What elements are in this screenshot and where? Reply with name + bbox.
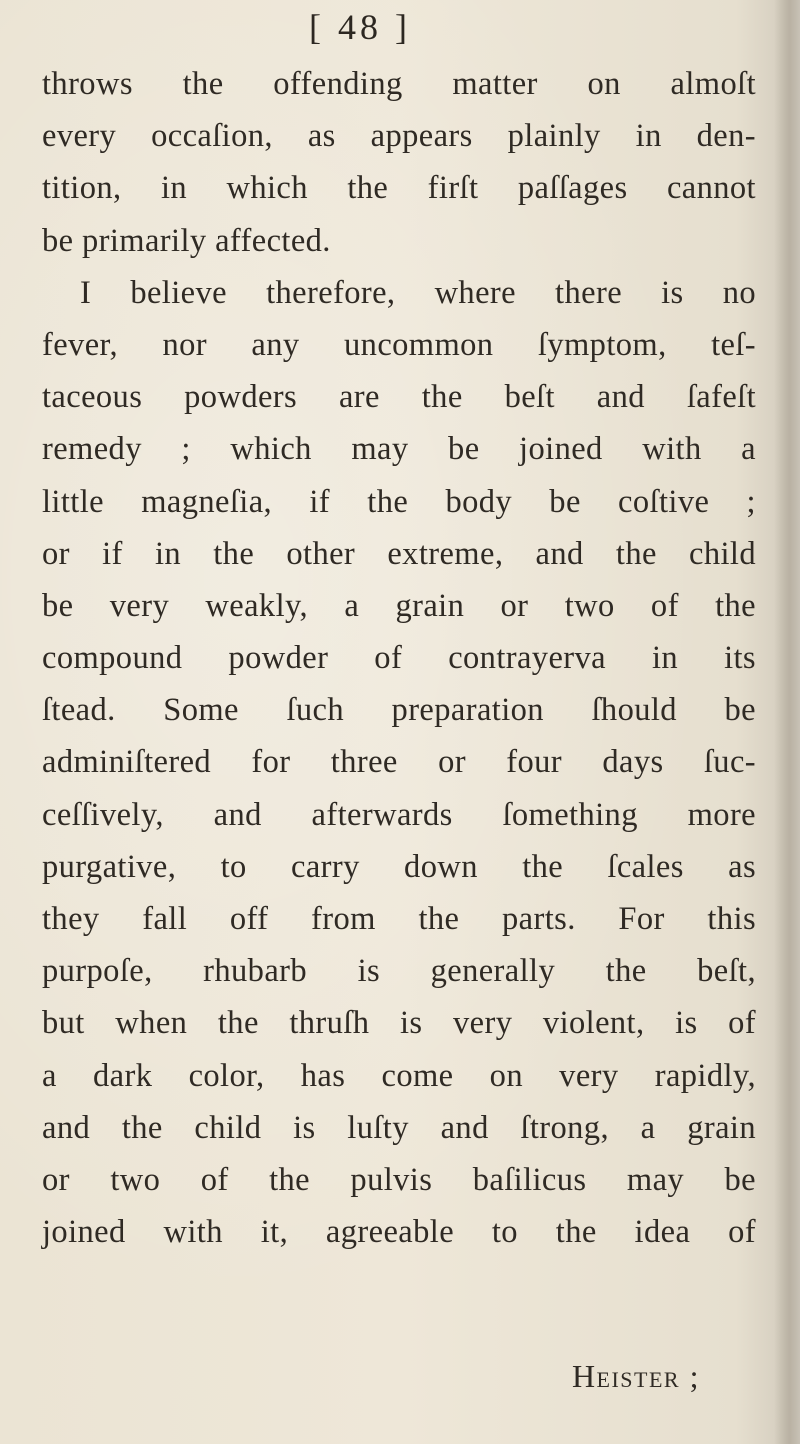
text-line-15: ceſſively, and afterwards ſomething more <box>42 796 756 833</box>
text-line-20: a dark color, has come on very rapidly, <box>42 1057 756 1094</box>
text-line-3: tition, in which the firſt paſſages cannot <box>42 170 756 207</box>
text-line-2: every occaſion, as appears plainly in den- <box>42 118 756 155</box>
text-line-23: joined with it, agreeable to the idea of <box>42 1214 756 1251</box>
page-edge-shadow <box>774 0 800 1444</box>
text-line-11: be very weakly, a grain or two of the <box>42 587 756 624</box>
text-line-10: or if in the other extreme, and the child <box>42 535 756 572</box>
text-line-21: and the child is luſty and ſtrong, a grain <box>42 1109 756 1146</box>
text-line-13: ſtead. Some ſuch preparation ſhould be <box>42 692 756 729</box>
body-text <box>42 58 756 1258</box>
text-line-9: little magneſia, if the body be coſtive ; <box>42 483 756 520</box>
text-line-8: remedy ; which may be joined with a <box>42 431 756 468</box>
text-line-16: purgative, to carry down the ſcales as <box>42 848 756 885</box>
text-line-12: compound powder of contrayerva in its <box>42 640 756 677</box>
text-line-6: fever, nor any uncommon ſymptom, teſ- <box>42 326 756 363</box>
text-line-17: they fall off from the parts. For this <box>42 901 756 937</box>
text-line-4: be primarily affected. <box>42 222 331 259</box>
page-number: [ 48 ] <box>309 7 411 47</box>
text-line-22: or two of the pulvis baſilicus may be <box>42 1161 756 1198</box>
text-line-1: throws the offending matter on almoſt <box>42 66 756 102</box>
catchword: Heister ; <box>571 1358 700 1394</box>
text-line-5: I believe therefore, where there is no <box>80 274 756 311</box>
text-line-14: adminiſtered for three or four days ſuc- <box>42 744 756 781</box>
text-line-19: but when the thruſh is very violent, is of <box>42 1005 756 1042</box>
text-line-18: purpoſe, rhubarb is generally the beſt, <box>42 953 756 990</box>
text-line-7: taceous powders are the beſt and ſafeſt <box>42 379 756 416</box>
